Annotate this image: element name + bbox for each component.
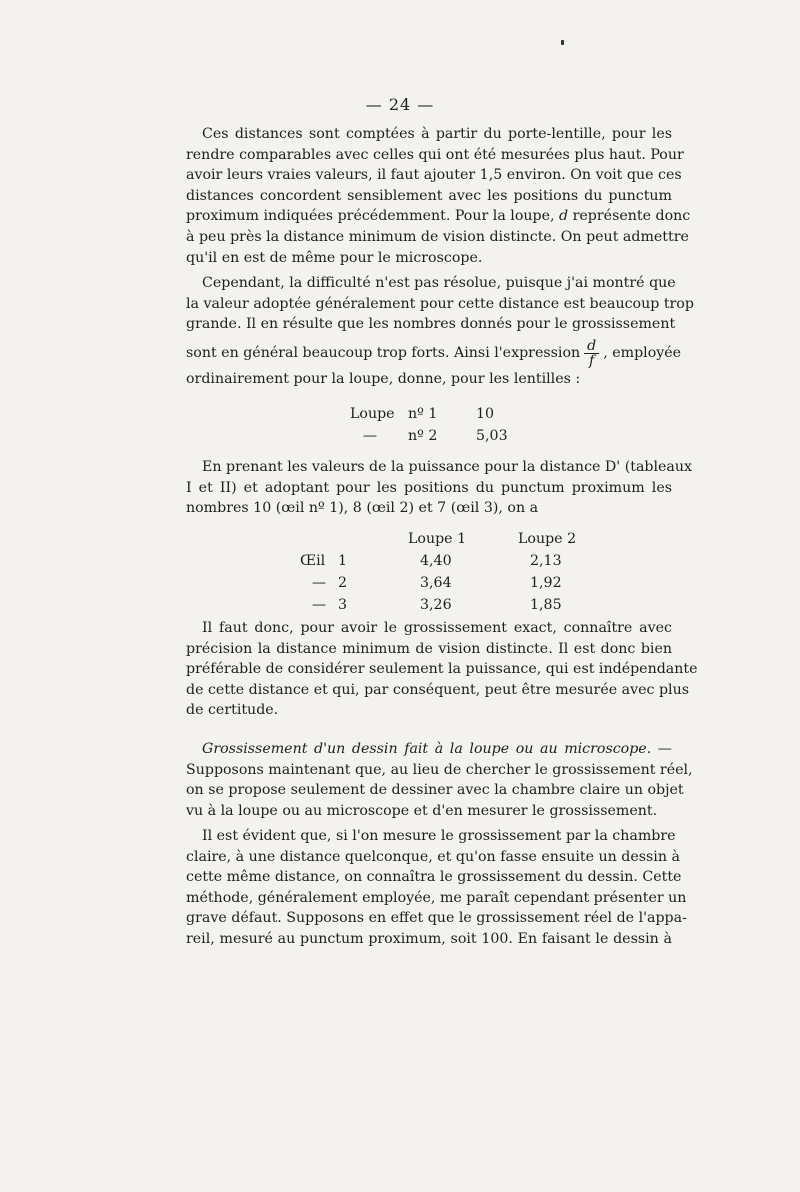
text-line: distances concordent sensiblement avec les positions du punctum xyxy=(186,187,672,204)
variable-d: d xyxy=(559,208,569,225)
text-line: I et II) et adoptant pour les positions du punctum proximum les xyxy=(186,479,672,496)
paragraph-3 xyxy=(186,457,693,519)
paragraph-4 xyxy=(186,618,698,721)
text-line: à peu près la distance minimum de vision distincte. On peut admettre xyxy=(186,228,689,245)
text-line: reil, mesuré au punctum proximum, soit 100. En faisant le dessin à xyxy=(186,930,672,947)
text-line: méthode, généralement employée, me paraît cependant présenter un xyxy=(186,889,687,906)
text-line: proximum indiquées précédemment. Pour la loupe, d représente donc xyxy=(186,208,691,225)
text-line: préférable de considérer seulement la puissance, qui est indépendante xyxy=(186,661,698,678)
paragraph-2 xyxy=(186,273,694,389)
text-line: Cependant, la difficulté n'est pas résolue, puisque j'ai montré que xyxy=(202,275,676,291)
loupe-table xyxy=(350,403,508,447)
text-line: Supposons maintenant que, au lieu de chercher le grossissement réel, xyxy=(186,761,693,778)
text-line: on se propose seulement de dessiner avec la chambre claire un objet xyxy=(186,782,684,799)
text-line: vu à la loupe ou au microscope et d'en mesurer le grossissement. xyxy=(186,802,658,819)
paragraph-6 xyxy=(186,826,687,950)
table-row: — nº 2 5,03 xyxy=(362,428,508,444)
section-heading: Grossissement d'un dessin fait à la loupe ou au microscope. — xyxy=(202,741,672,757)
fraction-d-over-f: $\frac{d}{f}$ xyxy=(584,339,599,368)
text-line: de certitude. xyxy=(186,702,279,719)
text-line: de cette distance et qui, par conséquent, peut être mesurée avec plus xyxy=(186,681,690,698)
text-line: Il faut donc, pour avoir le grossissement exact, connaître avec xyxy=(202,620,672,636)
eye-table xyxy=(300,528,576,616)
text-line: avoir leurs vraies valeurs, il faut ajouter 1,5 environ. On voit que ces xyxy=(186,167,682,184)
text-line: rendre comparables avec celles qui ont été mesurées plus haut. Pour xyxy=(186,146,684,163)
table-header-row: Loupe 1 Loupe 2 xyxy=(408,531,577,547)
table-row: Œil 1 4,40 2,13 xyxy=(300,553,562,569)
table-row: Loupe nº 1 10 xyxy=(350,406,495,422)
page-number: — 24 — xyxy=(365,95,435,114)
text-line: grave défaut. Supposons en effet que le grossissement réel de l'appa- xyxy=(186,910,687,927)
ink-speck xyxy=(561,40,564,45)
paragraph-1 xyxy=(186,124,691,268)
text-line: précision la distance minimum de vision distincte. Il est donc bien xyxy=(186,640,672,657)
text-line: la valeur adoptée généralement pour cette distance est beaucoup trop xyxy=(186,295,694,312)
text-line: grande. Il en résulte que les nombres donnés pour le grossissement xyxy=(186,316,676,333)
table-row: — 3 3,26 1,85 xyxy=(311,597,562,613)
text-line: En prenant les valeurs de la puissance pour la distance D' (tableaux xyxy=(202,459,693,475)
fraction-line: sont en général beaucoup trop forts. Ainsi l'expression $\frac{d}{f}$ , employée xyxy=(186,338,682,370)
table-row: — 2 3,64 1,92 xyxy=(311,575,562,591)
text-line: ordinairement pour la loupe, donne, pour les lentilles : xyxy=(186,370,581,387)
text-line: nombres 10 (œil nº 1), 8 (œil 2) et 7 (œil 3), on a xyxy=(186,500,539,517)
text-line: cette même distance, on connaîtra le grossissement du dessin. Cette xyxy=(186,869,682,886)
text-line: Il est évident que, si l'on mesure le grossissement par la chambre xyxy=(202,828,676,844)
text-line: claire, à une distance quelconque, et qu'on fasse ensuite un dessin à xyxy=(186,848,680,865)
text-line: qu'il en est de même pour le microscope. xyxy=(186,249,483,266)
paragraph-5 xyxy=(186,739,693,821)
text-line: Ces distances sont comptées à partir du porte-lentille, pour les xyxy=(202,126,672,142)
